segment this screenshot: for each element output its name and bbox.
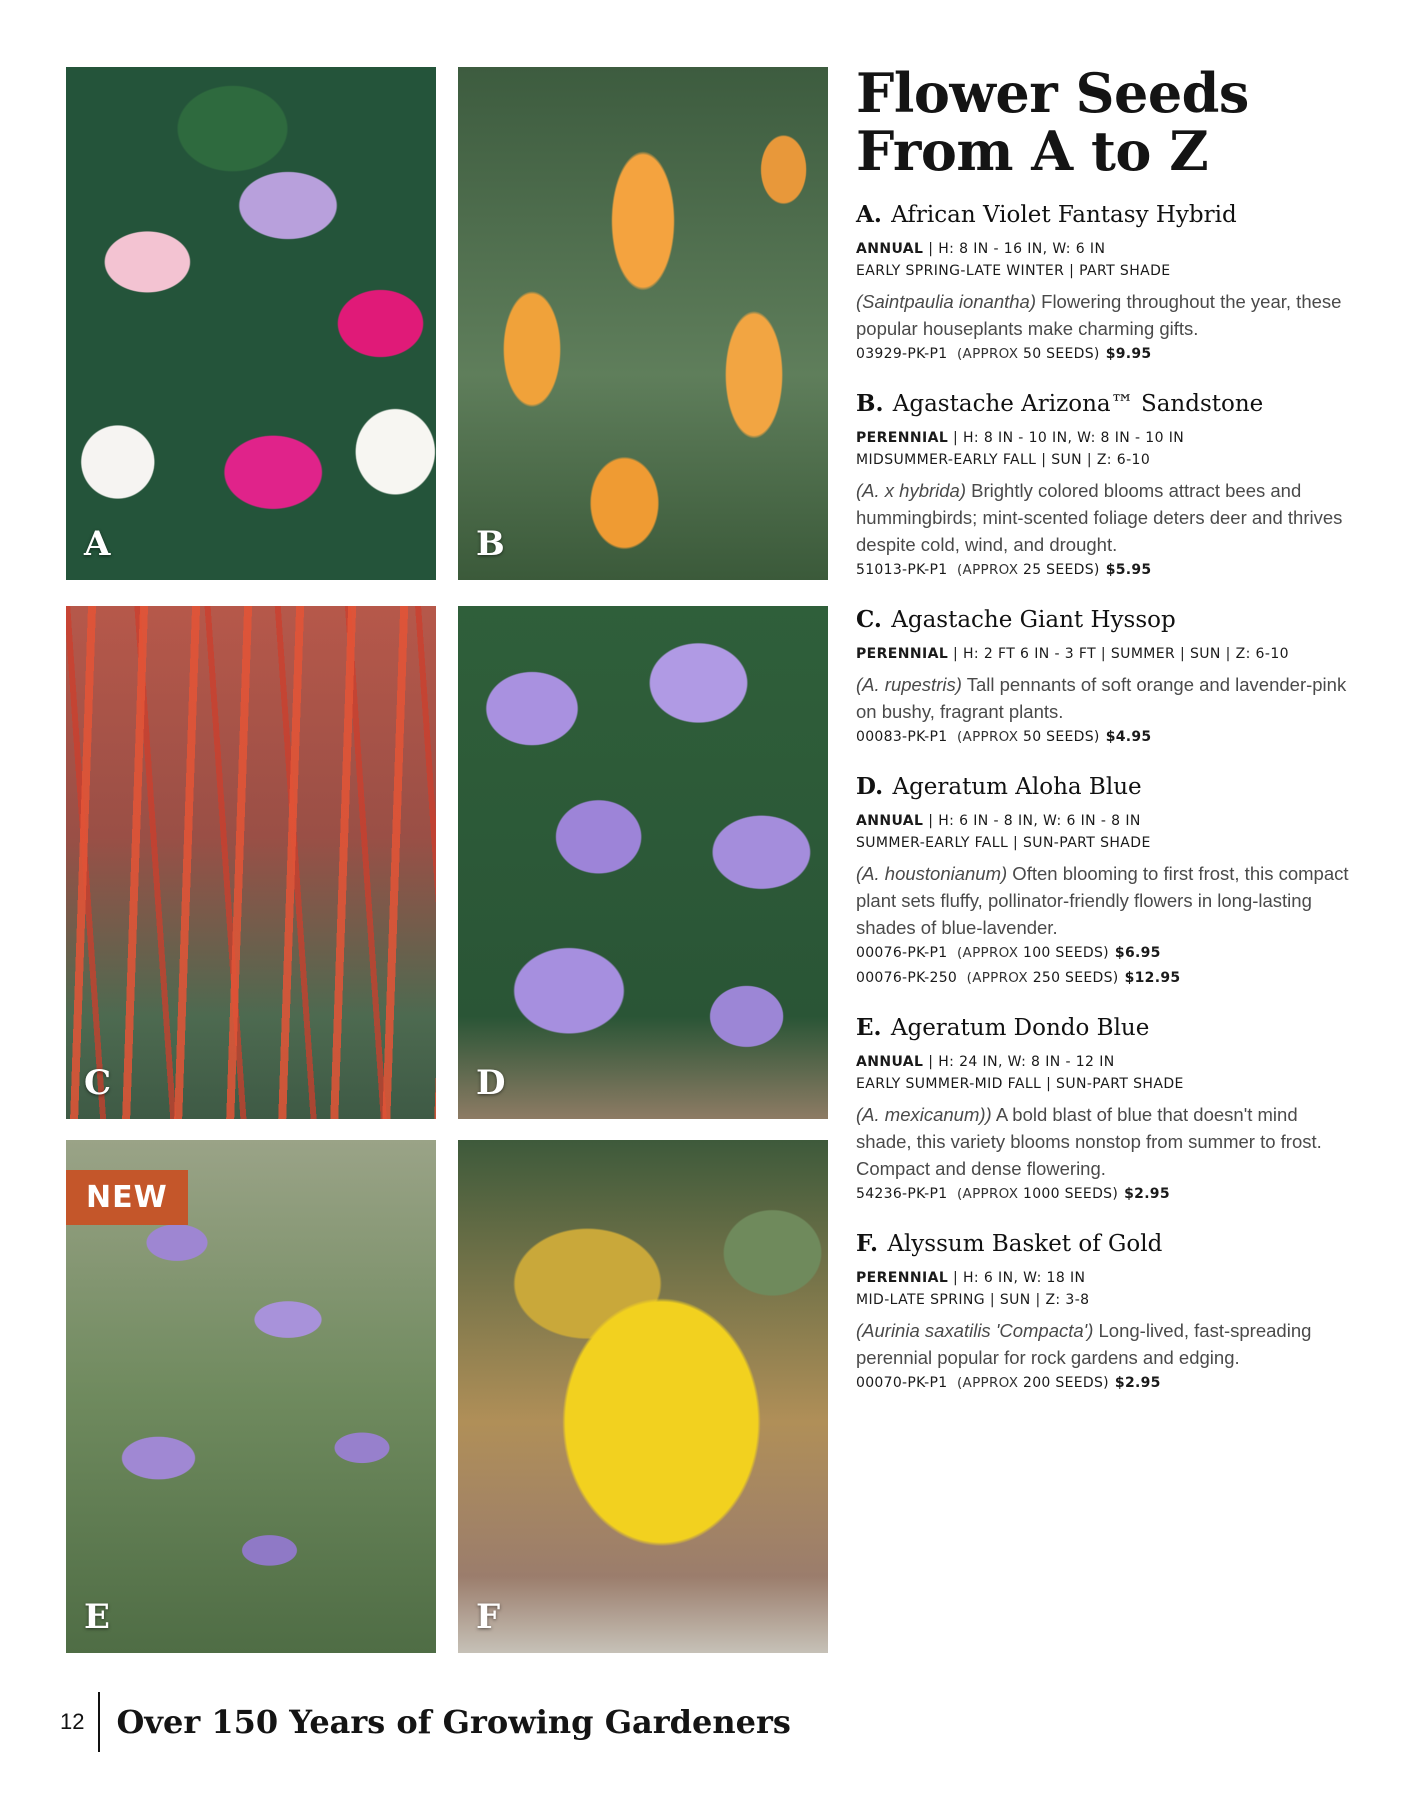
product-sku <box>856 1182 1356 1207</box>
product-name <box>856 1229 1356 1259</box>
product-title: Ageratum Dondo Blue <box>890 1015 1150 1041</box>
product-letter: F. <box>856 1230 879 1257</box>
product-sku <box>856 941 1356 966</box>
product-latin-name: (A. houstonianum) <box>856 863 1008 884</box>
product-title: Alyssum Basket of Gold <box>887 1231 1163 1257</box>
sku-price: $2.95 <box>1114 1375 1161 1391</box>
photo-label-f: F <box>476 1597 501 1637</box>
product-dimensions: | H: 8 IN - 16 IN, W: 6 IN <box>923 241 1106 257</box>
product-spec-line-1 <box>856 1051 1356 1073</box>
sku-seed-count: 50 SEEDS) <box>1023 729 1100 745</box>
product-sku <box>856 342 1356 367</box>
product-letter: C. <box>856 606 882 633</box>
sku-approx: (APPROX <box>956 346 1019 362</box>
footer-tagline: Over 150 Years of Growing Gardeners <box>116 1703 791 1741</box>
product-spec-line-2: EARLY SPRING-LATE WINTER | PART SHADE <box>856 263 1171 279</box>
product-description-text: Tall pennants of soft orange and lavender-pink on bushy, fragrant plants. <box>856 674 1347 722</box>
product-latin-name: (A. mexicanum)) <box>856 1104 992 1125</box>
sku-code: 00076-PK-250 <box>856 970 958 986</box>
sku-code: 00070-PK-P1 <box>856 1375 948 1391</box>
product-title: Agastache Giant Hyssop <box>891 607 1176 633</box>
sku-code: 51013-PK-P1 <box>856 562 948 578</box>
product-spec-line-2: MIDSUMMER-EARLY FALL | SUN | Z: 6-10 <box>856 452 1151 468</box>
page-footer <box>60 1690 791 1754</box>
product-dimensions: | H: 6 IN - 8 IN, W: 6 IN - 8 IN <box>923 813 1141 829</box>
product-item-f <box>856 1229 1356 1396</box>
product-latin-name: (Saintpaulia ionantha) <box>856 291 1036 312</box>
product-sku <box>856 725 1356 750</box>
photo-agastache-sandstone <box>458 67 828 580</box>
product-letter: B. <box>856 390 884 417</box>
sku-price: $2.95 <box>1124 1186 1170 1202</box>
product-name <box>856 772 1356 802</box>
product-spec-line-1 <box>856 427 1356 449</box>
sku-price: $9.95 <box>1105 346 1152 362</box>
photo-agastache-giant-hyssop <box>66 606 436 1119</box>
product-dimensions: | H: 8 IN - 10 IN, W: 8 IN - 10 IN <box>948 430 1185 446</box>
product-description <box>856 1317 1356 1371</box>
product-sku <box>856 966 1356 991</box>
photo-ageratum-dondo-blue <box>66 1140 436 1653</box>
product-description <box>856 860 1356 941</box>
product-sku <box>856 558 1356 583</box>
product-description <box>856 288 1356 342</box>
page-title <box>856 61 1356 183</box>
product-name <box>856 1013 1356 1043</box>
sku-code: 03929-PK-P1 <box>856 346 948 362</box>
product-item-c <box>856 605 1356 750</box>
product-type: ANNUAL <box>856 241 924 257</box>
sku-code: 00076-PK-P1 <box>856 945 948 961</box>
sku-price: $6.95 <box>1114 945 1161 961</box>
product-description-text: Often blooming to first frost, this compact plant sets fluffy, pollinator-friendly flowers in long-lasting shades of blue-lavender. <box>856 863 1349 938</box>
product-type: ANNUAL <box>856 1054 924 1070</box>
sku-seed-count: 250 SEEDS) <box>1032 970 1119 986</box>
sku-approx: (APPROX <box>956 1375 1019 1391</box>
product-spec-line-1 <box>856 643 1356 665</box>
product-spec-line-1 <box>856 238 1356 260</box>
product-item-d <box>856 772 1356 991</box>
new-badge: NEW <box>66 1170 188 1225</box>
product-spec-line-2: MID-LATE SPRING | SUN | Z: 3-8 <box>856 1292 1090 1308</box>
product-description-text: A bold blast of blue that doesn't mind shade, this variety blooms nonstop from summer to frost. Compact and dense flowering. <box>856 1104 1322 1179</box>
product-sku <box>856 1371 1356 1396</box>
photo-alyssum-basket-of-gold <box>458 1140 828 1653</box>
product-letter: D. <box>856 773 884 800</box>
product-description-text: Long-lived, fast-spreading perennial popular for rock gardens and edging. <box>856 1320 1312 1368</box>
product-dimensions: | H: 6 IN, W: 18 IN <box>948 1270 1086 1286</box>
product-description <box>856 671 1356 725</box>
product-column <box>856 61 1356 1418</box>
sku-approx: (APPROX <box>956 1186 1019 1202</box>
product-description <box>856 1101 1356 1182</box>
product-letter: E. <box>856 1014 882 1041</box>
product-letter: A. <box>856 201 882 228</box>
sku-price: $12.95 <box>1124 970 1181 986</box>
product-item-b <box>856 389 1356 583</box>
product-spec-line-2: SUMMER-EARLY FALL | SUN-PART SHADE <box>856 835 1151 851</box>
sku-approx: (APPROX <box>956 945 1019 961</box>
sku-seed-count: 25 SEEDS) <box>1023 562 1100 578</box>
page-title-line-1: Flower Seeds <box>856 61 1249 125</box>
photo-label-c: C <box>84 1063 112 1103</box>
product-title: Ageratum Aloha Blue <box>892 774 1142 800</box>
product-description-text: Brightly colored blooms attract bees and hummingbirds; mint-scented foliage deters deer and thrives despite cold, wind, and drought. <box>856 480 1343 555</box>
photo-african-violet <box>66 67 436 580</box>
sku-code: 54236-PK-P1 <box>856 1186 948 1202</box>
product-latin-name: (A. x hybrida) <box>856 480 967 501</box>
product-spec-line-1 <box>856 810 1356 832</box>
product-description-text: Flowering throughout the year, these popular houseplants make charming gifts. <box>856 291 1342 339</box>
product-name <box>856 389 1356 419</box>
photo-label-a: A <box>84 524 111 564</box>
photo-label-e: E <box>84 1597 110 1637</box>
sku-code: 00083-PK-P1 <box>856 729 948 745</box>
sku-seed-count: 200 SEEDS) <box>1023 1375 1109 1391</box>
product-spec-line-1 <box>856 1267 1356 1289</box>
photo-ageratum-aloha-blue <box>458 606 828 1119</box>
page-number: 12 <box>60 1709 85 1734</box>
product-description <box>856 477 1356 558</box>
sku-seed-count: 50 SEEDS) <box>1023 346 1100 362</box>
product-title: Agastache Arizona™ Sandstone <box>892 391 1264 417</box>
product-dimensions: | H: 24 IN, W: 8 IN - 12 IN <box>923 1054 1115 1070</box>
product-item-a <box>856 200 1356 367</box>
sku-seed-count: 1000 SEEDS) <box>1023 1186 1119 1202</box>
product-dimensions: | H: 2 FT 6 IN - 3 FT | SUMMER | SUN | Z: 6-10 <box>948 646 1289 662</box>
page-title-line-2: From A to Z <box>856 119 1209 183</box>
photo-label-b: B <box>476 524 505 564</box>
product-latin-name: (Aurinia saxatilis 'Compacta') <box>856 1320 1094 1341</box>
product-title: African Violet Fantasy Hybrid <box>891 202 1237 228</box>
product-item-e <box>856 1013 1356 1207</box>
sku-approx: (APPROX <box>956 562 1019 578</box>
sku-seed-count: 100 SEEDS) <box>1023 945 1109 961</box>
product-type: ANNUAL <box>856 813 924 829</box>
sku-approx: (APPROX <box>956 729 1019 745</box>
sku-price: $4.95 <box>1105 729 1152 745</box>
product-name <box>856 605 1356 635</box>
product-spec-line-2: EARLY SUMMER-MID FALL | SUN-PART SHADE <box>856 1076 1184 1092</box>
product-name <box>856 200 1356 230</box>
sku-price: $5.95 <box>1105 562 1152 578</box>
photo-label-d: D <box>476 1063 506 1103</box>
product-type: PERENNIAL <box>856 1270 949 1286</box>
product-type: PERENNIAL <box>856 430 949 446</box>
product-latin-name: (A. rupestris) <box>856 674 962 695</box>
sku-approx: (APPROX <box>966 970 1028 986</box>
product-type: PERENNIAL <box>856 646 949 662</box>
